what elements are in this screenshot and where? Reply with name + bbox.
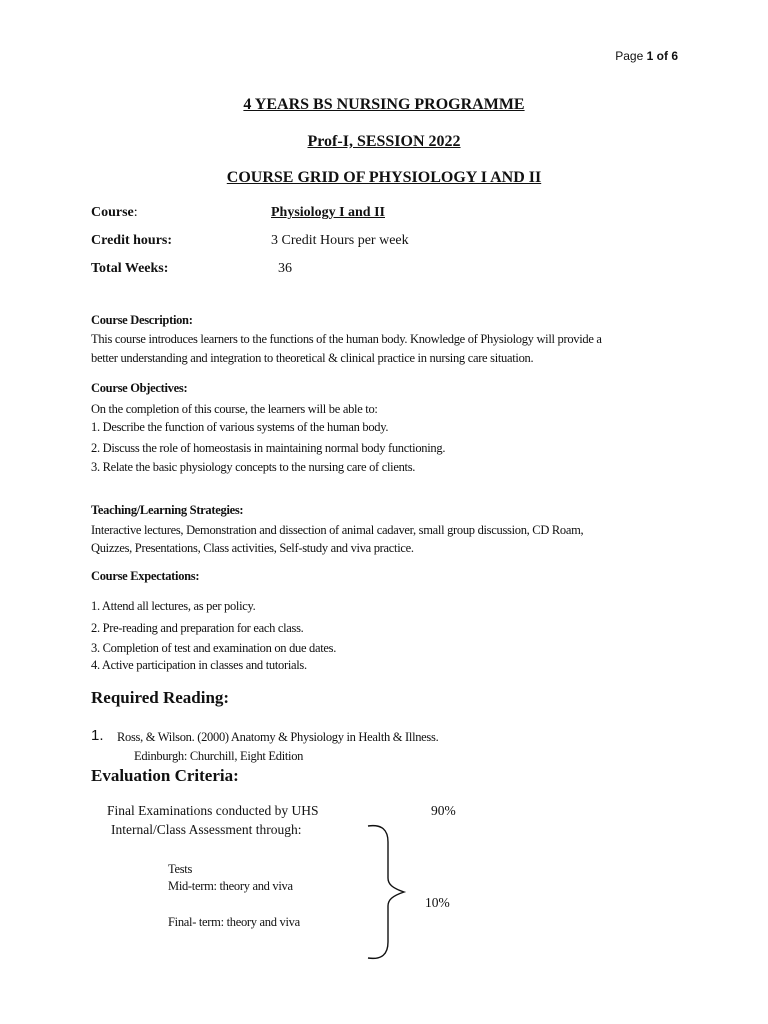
programme-title: 4 YEARS BS NURSING PROGRAMME	[243, 96, 525, 113]
curly-brace-icon	[364, 820, 414, 965]
page-total: 6	[671, 49, 678, 63]
course-description-heading: Course Description:	[91, 313, 193, 327]
credit-hours-label: Credit hours:	[91, 233, 173, 248]
course-value: Physiology I and II	[271, 205, 385, 220]
teaching-heading: Teaching/Learning Strategies:	[91, 503, 244, 517]
page-indicator	[615, 49, 678, 63]
expectation-item: 4. Active participation in classes and tutorials.	[91, 658, 307, 672]
total-weeks-value: 36	[278, 261, 292, 276]
course-description-line-2: better understanding and integration to theoretical & clinical practice in nursing care situation.	[91, 351, 534, 365]
required-reading-heading: Required Reading:	[91, 688, 230, 707]
course-label: Course:	[91, 205, 138, 220]
credit-hours-value: 3 Credit Hours per week	[271, 233, 409, 248]
page-label: Page	[615, 49, 644, 63]
objective-item: 2. Discuss the role of homeostasis in maintaining normal body functioning.	[91, 441, 446, 455]
expectation-item: 2. Pre-reading and preparation for each class.	[91, 621, 304, 635]
page-of: of	[656, 49, 668, 63]
internal-percent: 10%	[425, 895, 450, 910]
reading-line-2: Edinburgh: Churchill, Eight Edition	[134, 749, 304, 763]
page-current: 1	[646, 49, 654, 63]
assessment-component: Mid-term: theory and viva	[168, 879, 293, 893]
reading-line-1: Ross, & Wilson. (2000) Anatomy & Physiology in Health & Illness.	[117, 730, 439, 744]
teaching-line-1: Interactive lectures, Demonstration and dissection of animal cadaver, small group discussion, CD Roam,	[91, 523, 584, 537]
objective-item: 3. Relate the basic physiology concepts to the nursing care of clients.	[91, 460, 416, 474]
reading-number: 1.	[91, 727, 104, 744]
course-objectives-intro: On the completion of this course, the learners will be able to:	[91, 402, 378, 416]
objective-item: 1. Describe the function of various systems of the human body.	[91, 420, 389, 434]
assessment-component: Tests	[168, 862, 193, 876]
course-objectives-heading: Course Objectives:	[91, 381, 188, 395]
assessment-component: Final- term: theory and viva	[168, 915, 300, 929]
session-title: Prof-I, SESSION 2022	[307, 133, 461, 150]
course-description-line-1: This course introduces learners to the functions of the human body. Knowledge of Physiology will provide a	[91, 332, 602, 346]
course-grid-title: COURSE GRID OF PHYSIOLOGY I AND II	[226, 169, 542, 186]
teaching-line-2: Quizzes, Presentations, Class activities, Self-study and viva practice.	[91, 541, 414, 555]
final-exam-percent: 90%	[431, 803, 456, 818]
internal-assessment-label: Internal/Class Assessment through:	[111, 822, 302, 837]
course-expectations-heading: Course Expectations:	[91, 569, 200, 583]
total-weeks-label: Total Weeks:	[91, 261, 169, 276]
expectation-item: 1. Attend all lectures, as per policy.	[91, 599, 256, 613]
expectation-item: 3. Completion of test and examination on due dates.	[91, 641, 337, 655]
final-exam-label: Final Examinations conducted by UHS	[107, 803, 319, 818]
evaluation-heading: Evaluation Criteria:	[91, 766, 239, 785]
